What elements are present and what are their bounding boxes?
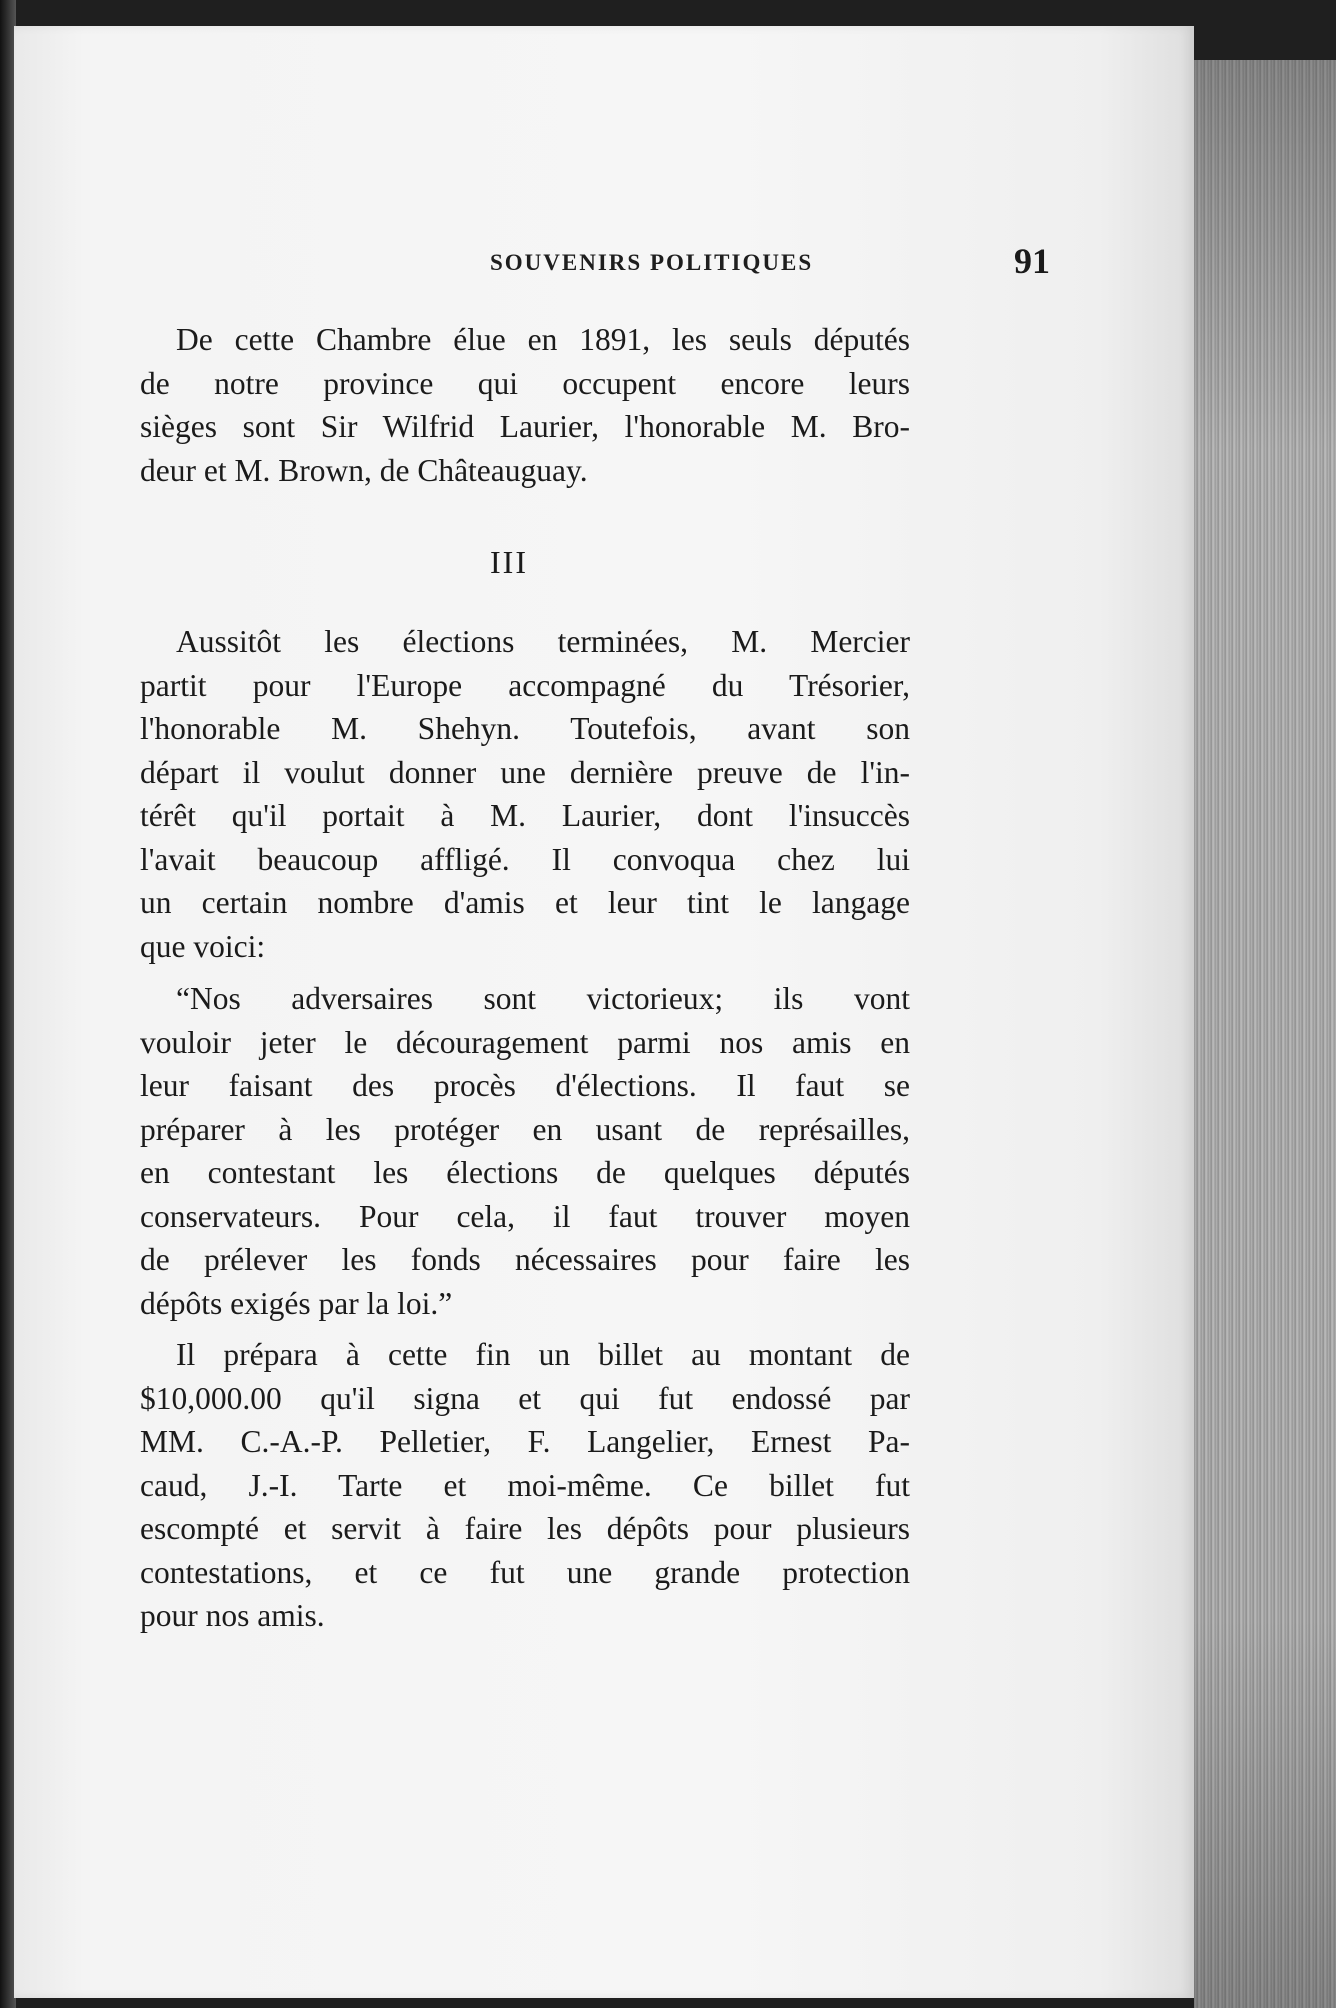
text-line: en contestant les élections de quelques députés [140, 1155, 910, 1190]
text-line: De cette Chambre élue en 1891, les seuls députés [176, 322, 910, 357]
running-head [480, 241, 1050, 286]
text-line: MM. C.-A.-P. Pelletier, F. Langelier, Ernest Pa- [140, 1424, 910, 1459]
paragraph-2 [140, 620, 910, 968]
paragraph-1 [140, 318, 910, 492]
running-title: SOUVENIRS POLITIQUES [490, 250, 814, 275]
paragraph-3-quotation [140, 977, 910, 1325]
text-line: conservateurs. Pour cela, il faut trouver moyen [140, 1198, 910, 1234]
text-line: dépôts exigés par la loi.” [140, 1285, 453, 1321]
text-line: de notre province qui occupent encore leurs [140, 365, 910, 401]
text-line: un certain nombre d'amis et leur tint le langage [140, 885, 910, 920]
text-line: Il prépara à cette fin un billet au montant de [176, 1337, 910, 1372]
text-line: vouloir jeter le découragement parmi nos amis en [140, 1024, 910, 1060]
text-line: préparer à les protéger en usant de représailles, [140, 1111, 910, 1147]
text-line: de prélever les fonds nécessaires pour faire les [140, 1242, 910, 1277]
page-number: 91 [1014, 241, 1050, 281]
paragraph-4 [140, 1333, 910, 1638]
text-line: que voici: [140, 928, 266, 964]
text-line: $10,000.00 qu'il signa et qui fut endossé par [140, 1380, 910, 1416]
text-line: pour nos amis. [140, 1598, 325, 1633]
text-line: départ il voulut donner une dernière preuve de l'in- [140, 754, 910, 790]
text-line: escompté et servit à faire les dépôts pour plusieurs [140, 1511, 910, 1546]
text-line: térêt qu'il portait à M. Laurier, dont l'insuccès [140, 798, 910, 833]
text-line: leur faisant des procès d'élections. Il faut se [140, 1068, 910, 1103]
text-line: l'honorable M. Shehyn. Toutefois, avant son [140, 711, 910, 746]
section-heading: III [490, 544, 528, 580]
text-line: caud, J.-I. Tarte et moi-même. Ce billet fut [140, 1467, 910, 1503]
text-line: deur et M. Brown, de Châteauguay. [140, 452, 588, 488]
text-line: contestations, et ce fut une grande protection [140, 1554, 910, 1590]
text-line: l'avait beaucoup affligé. Il convoqua chez lui [140, 841, 910, 877]
page-edges [1194, 60, 1336, 2008]
text-line: sièges sont Sir Wilfrid Laurier, l'honorable M. Bro- [140, 409, 910, 444]
text-line: “Nos adversaires sont victorieux; ils vont [176, 981, 910, 1016]
text-line: Aussitôt les élections terminées, M. Mercier [176, 624, 910, 659]
text-line: partit pour l'Europe accompagné du Trésorier, [140, 667, 910, 703]
